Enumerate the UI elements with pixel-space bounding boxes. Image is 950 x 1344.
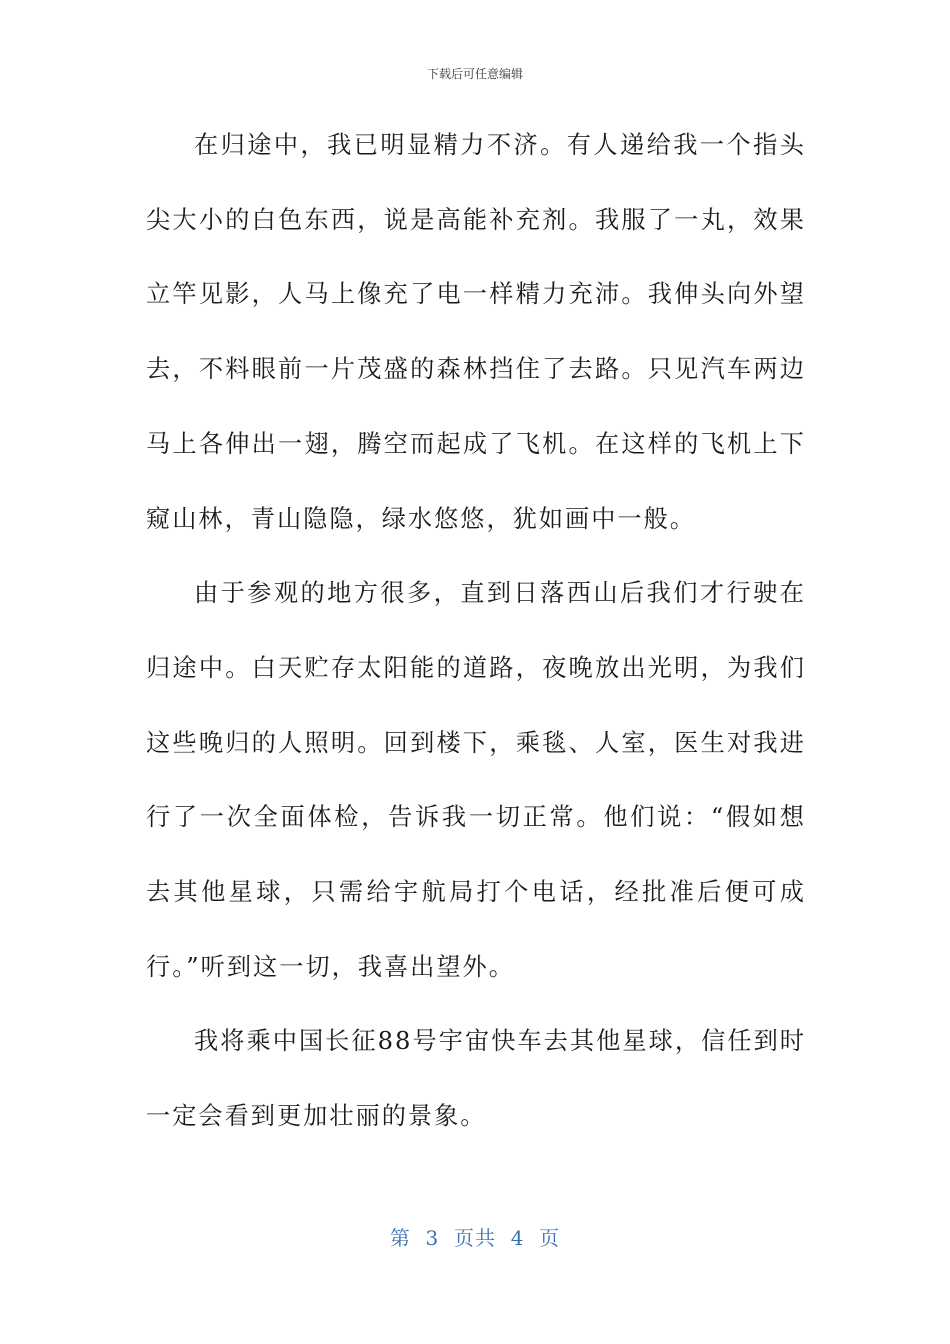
document-body bbox=[146, 108, 806, 1154]
paragraph-1: 在归途中，我已明显精力不济。有人递给我一个指头尖大小的白色东西，说是高能补充剂。我服了一丸，效果立竿见影，人马上像充了电一样精力充沛。我伸头向外望去，不料眼前一片茂盛的森林挡住了去路。只见汽车两边马上各伸出一翅，腾空而起成了飞机。在这样的飞机上下窥山林，青山隐隐，绿水悠悠，犹如画中一般。 bbox=[146, 131, 806, 533]
page-number-text: 第 3 页共 4 页 bbox=[389, 1226, 561, 1250]
paragraph-2: 由于参观的地方很多，直到日落西山后我们才行驶在归途中。白天贮存太阳能的道路，夜晚放出光明，为我们这些晚归的人照明。回到楼下，乘毯、人室，医生对我进行了一次全面体检，告诉我一切正常。他们说：“假如想去其他星球，只需给宇航局打个电话，经批准后便可成行。”听到这一切，我喜出望外。 bbox=[146, 579, 806, 981]
paragraph-3: 我将乘中国长征88号宇宙快车去其他星球，信任到时一定会看到更加壮丽的景象。 bbox=[146, 1027, 806, 1131]
page-header: 下载后可任意编辑 bbox=[426, 67, 523, 81]
page-number-footer bbox=[0, 1224, 950, 1252]
